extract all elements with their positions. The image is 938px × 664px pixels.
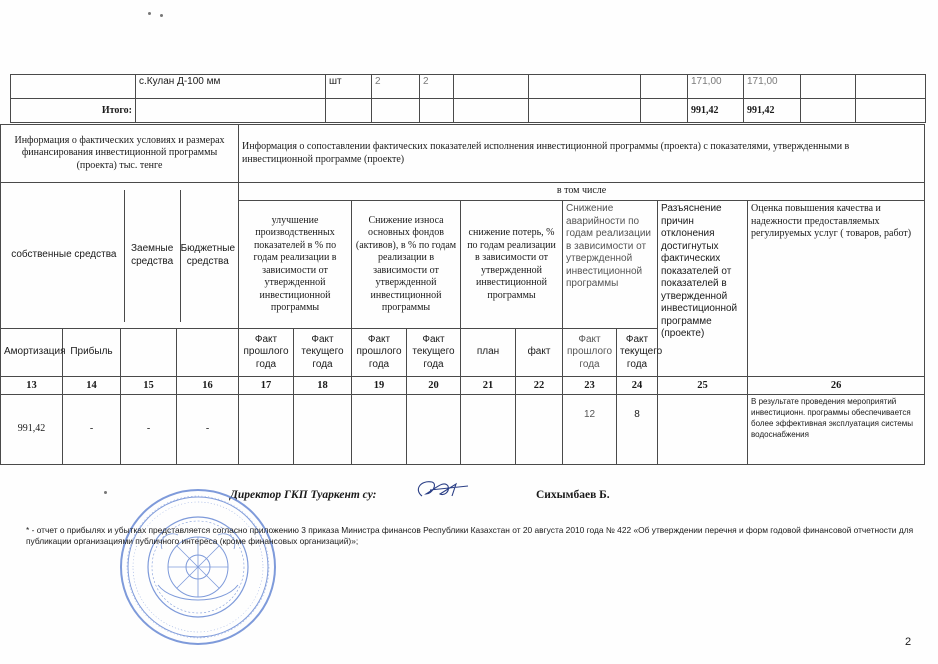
column-number: 23 [563, 377, 617, 395]
item-name-cell: с.Кулан Д-100 мм [136, 75, 326, 99]
column-number: 19 [352, 377, 407, 395]
fact-prev-year-header: Факт прошлого года [239, 329, 294, 377]
data-row [1, 395, 925, 465]
fact-header: факт [516, 329, 563, 377]
loss-reduction-header: снижение потерь, % по годам реализации в зависимости от утвержденной инвестиционной программы [461, 201, 563, 329]
total-sum-cell: 991,42 [688, 99, 744, 123]
table-cell [461, 395, 516, 465]
scan-speck [160, 14, 163, 17]
table-cell [856, 99, 926, 123]
financing-info-header: Информация о фактических условиях и размерах финансирования инвестиционной программы (проекта) тыс. тенге [1, 125, 239, 183]
column-number: 26 [748, 377, 925, 395]
item-row [11, 75, 926, 99]
column-number: 14 [63, 377, 121, 395]
quality-note: В результате проведения мероприятий инвестиционн. программы обеспечивается более эффективная эксплуатация системы водоснабжения [748, 395, 925, 465]
fact-prev-year-header: Факт прошлого года [352, 329, 407, 377]
director-title: Директор ГКП Туаркент су: [230, 489, 377, 501]
page-number: 2 [905, 636, 912, 648]
table-cell [454, 99, 529, 123]
items-table [10, 74, 926, 123]
handwritten-signature [410, 476, 470, 502]
column-number: 20 [407, 377, 461, 395]
wear-reduction-header: Снижение износа основных фондов (активов), в % по годам реализации в зависимости от утвержденной инвестиционной программы [352, 201, 461, 329]
investment-program-table [0, 124, 925, 465]
profit-value: - [63, 395, 121, 465]
director-name: Сихымбаев Б. [536, 489, 610, 501]
table-cell [641, 99, 688, 123]
table-cell [136, 99, 326, 123]
column-number: 24 [617, 377, 658, 395]
depreciation-header: Амортизация [1, 329, 63, 377]
column-number: 18 [294, 377, 352, 395]
fact-curr-year-header: Факт текущего года [294, 329, 352, 377]
column-number: 13 [1, 377, 63, 395]
table-cell [516, 395, 563, 465]
accident-curr-value: 8 [617, 395, 658, 465]
table-cell [407, 395, 461, 465]
budget-funds-header: Бюджетные средства [180, 190, 235, 322]
table-cell [121, 329, 177, 377]
fact-curr-year-header: Факт текущего года [407, 329, 461, 377]
borrowed-funds-header: Заемные средства [124, 190, 180, 322]
table-cell [529, 99, 641, 123]
explanation-header: Разъяснение причин отклонения достигнутых фактических показателей от показателей в утвержденной инвестиционной программе (проекте) [658, 201, 748, 377]
column-numbers-row [1, 377, 925, 395]
item-sum-cell: 171,00 [688, 75, 744, 99]
own-funds-group-header [1, 183, 239, 329]
borrowed-value: - [121, 395, 177, 465]
table-cell [372, 99, 420, 123]
table-cell [856, 75, 926, 99]
improvement-header: улучшение производственных показателей в % по годам реализации в зависимости от утвержденной инвестиционной программы [239, 201, 352, 329]
table-cell [294, 395, 352, 465]
table-cell [420, 99, 454, 123]
table-cell [801, 75, 856, 99]
depreciation-value: 991,42 [1, 395, 63, 465]
table-cell [239, 395, 294, 465]
table-cell [326, 99, 372, 123]
column-number: 25 [658, 377, 748, 395]
item-qty-cell: 2 [420, 75, 454, 99]
own-funds-header: собственные средства [11, 249, 117, 261]
item-sum-cell: 171,00 [744, 75, 801, 99]
item-unit-cell: шт [326, 75, 372, 99]
table-cell [177, 329, 239, 377]
total-sum-cell: 991,42 [744, 99, 801, 123]
total-row [11, 99, 926, 123]
table-cell [641, 75, 688, 99]
including-header: в том числе [239, 183, 925, 201]
table-cell [454, 75, 529, 99]
column-number: 22 [516, 377, 563, 395]
official-stamp [118, 487, 278, 647]
table-cell [801, 99, 856, 123]
table-cell [352, 395, 407, 465]
accident-prev-value: 12 [563, 395, 617, 465]
table-cell [529, 75, 641, 99]
quality-assessment-header: Оценка повышения качества и надежности предоставляемых регулируемых услуг ( товаров, работ) [748, 201, 925, 377]
table-cell [11, 75, 136, 99]
accident-reduction-header: Снижение аварийности по годам реализации в зависимости от утвержденной инвестиционной программы [563, 201, 658, 329]
plan-header: план [461, 329, 516, 377]
table-cell [658, 395, 748, 465]
header-row-top [1, 125, 925, 183]
column-number: 16 [177, 377, 239, 395]
fact-prev-year-header: Факт прошлого года [563, 329, 617, 377]
column-number: 17 [239, 377, 294, 395]
comparison-info-header: Информация о сопоставлении фактических показателей исполнения инвестиционной программы (проекта) с показателями, утвержденными в инвестиционной программе (проекте) [239, 125, 925, 183]
budget-value: - [177, 395, 239, 465]
footnote: * - отчет о прибылях и убытках представляется согласно приложению 3 приказа Министра финансов Республики Казахстан от 20 августа 2010 года № 422 «Об утверждении перечня и форм годовой финансовой отчетности для публикации организациями публичного интереса (кроме финансовых организаций)»; [26, 525, 914, 547]
header-row-including [1, 183, 925, 201]
scan-speck [148, 12, 151, 15]
total-label: Итого: [11, 99, 136, 123]
fact-curr-year-header: Факт текущего года [617, 329, 658, 377]
item-qty-cell: 2 [372, 75, 420, 99]
profit-header: Прибыль [63, 329, 121, 377]
column-number: 21 [461, 377, 516, 395]
column-number: 15 [121, 377, 177, 395]
